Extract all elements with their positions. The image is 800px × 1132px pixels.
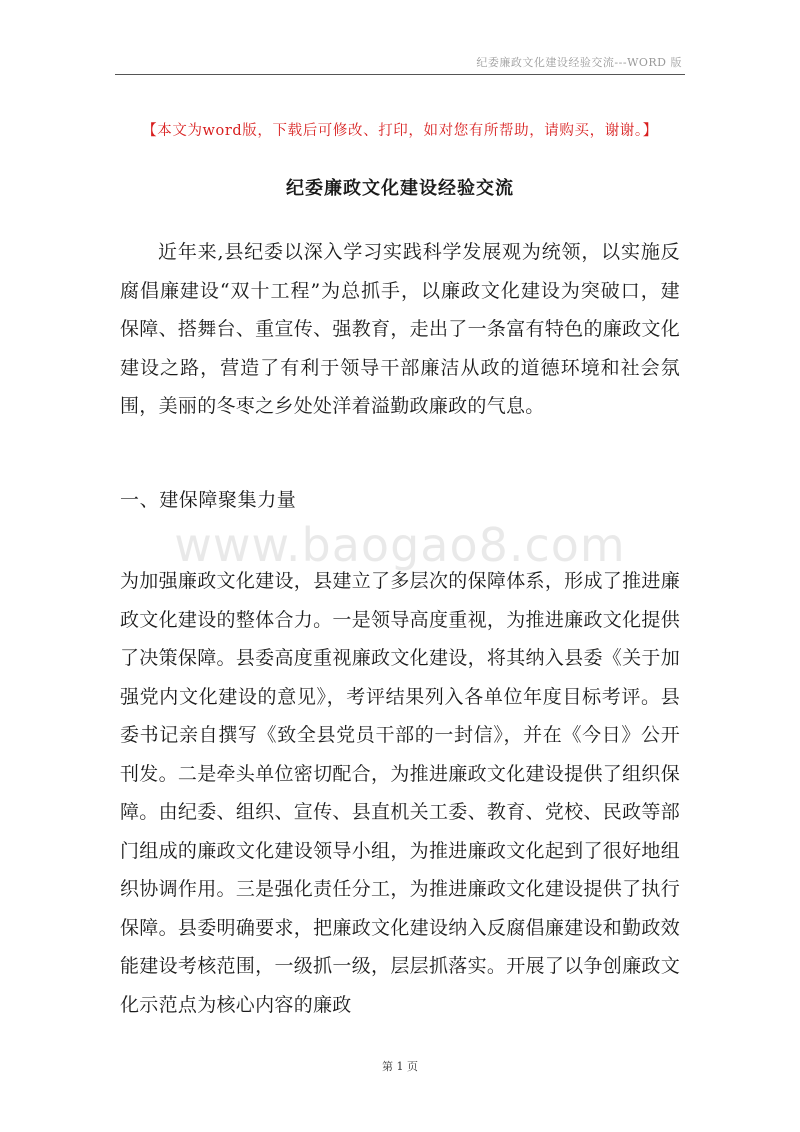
- document-title: 纪委廉政文化建设经验交流: [286, 178, 514, 199]
- purchase-notice: 【本文为word版，下载后可修改、打印，如对您有所帮助，请购买，谢谢。】: [142, 123, 658, 139]
- section-heading: 一、建保障聚集力量: [120, 489, 297, 511]
- site-watermark: www.baogao8.com: [174, 518, 626, 572]
- header-divider: [115, 74, 685, 75]
- page-number: 第 1 页: [382, 1060, 418, 1073]
- intro-paragraph: 近年来,县纪委以深入学习实践科学发展观为统领，以实施反腐倡廉建设“双十工程”为总抓手，以廉政文化建设为突破口，建保障、搭舞台、重宣传、强教育，走出了一条富有特色的廉政文化建设之路，营造了有利于领导干部廉洁从政的道德环境和社会氛围，美丽的冬枣之乡处处洋着溢勤政廉政的气息。: [120, 241, 680, 417]
- body-paragraph: 为加强廉政文化建设，县建立了多层次的保障体系，形成了推进廉政文化建设的整体合力。一是领导高度重视，为推进廉政文化提供了决策保障。县委高度重视廉政文化建设，将其纳入县委《关于加强党内文化建设的意见》，考评结果列入各单位年度目标考评。县委书记亲自撰写《致全县党员干部的一封信》，并在《今日》公开刊发。二是牵头单位密切配合，为推进廉政文化建设提供了组织保障。由纪委、组织、宣传、县直机关工委、教育、党校、民政等部门组成的廉政文化建设领导小组，为推进廉政文化起到了很好地组织协调作用。三是强化责任分工，为推进廉政文化建设提供了执行保障。县委明确要求，把廉政文化建设纳入反腐倡廉建设和勤政效能建设考核范围，一级抓一级，层层抓落实。开展了以争创廉政文化示范点为核心内容的廉政: [120, 570, 680, 1016]
- running-header: 纪委廉政文化建设经验交流---WORD 版: [476, 56, 682, 69]
